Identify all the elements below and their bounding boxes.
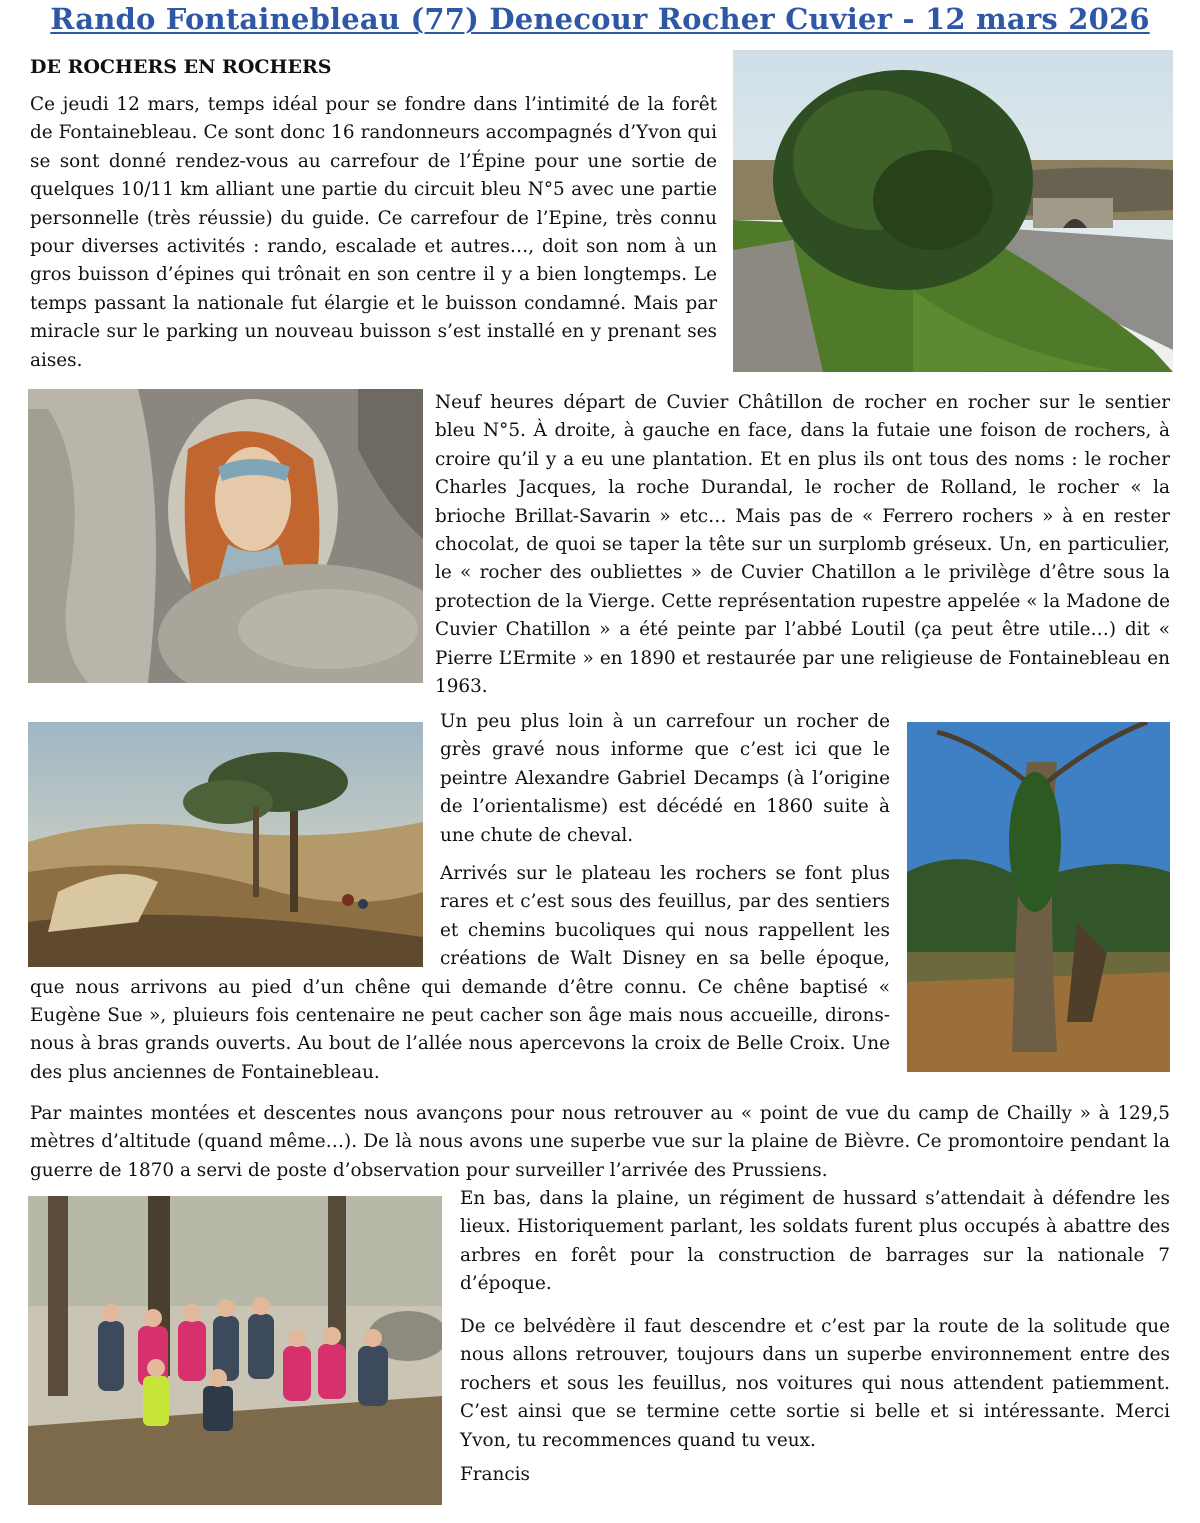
paragraph-madonna: Neuf heures départ de Cuvier Châtillon de rocher en rocher sur le sentier bleu N°5. À droite, à gauche en face, dans la futaie une foison de rochers, à croire qu’il y a eu une plantation. Et en plus ils ont tous des noms : le rocher Charles Jacques, la roche Durandal, le rocher de Rolland, le rocher « la brioche Brillat-Savarin » etc… Mais pas de « Ferrero rochers » à en rester chocolat, de quoi se taper la tête sur un surplomb gréseux. Un, en particulier, le « rocher des oubliettes » de Cuvier Chatillon a le privilège d’être sous la protection de la Vierge. Cette représentation rupestre appelée « la Madone de Cuvier Chatillon » a été peinte par l’abbé Loutil (ça peut être utile…) dit « Pierre L’Ermite » en 1890 et restaurée par une religieuse de Fontainebleau en 1963.: [435, 392, 1170, 698]
paragraph-intro: Ce jeudi 12 mars, temps idéal pour se fondre dans l’intimité de la forêt de Fontainebleau. Ce sont donc 16 randonneurs accompagnés d’Yvon qui se sont donné rendez-vous au carrefour de l’Épine pour une sortie de quelques 10/11 km alliant une partie du circuit bleu N°5 avec une partie personnelle (très réussie) du guide. Ce carrefour de l’Epine, très connu pour diverses activités : rando, escalade et autres…, doit son nom à un gros buisson d’épines qui trônait en son centre il y a bien longtemps. Le temps passant la nationale fut élargie et le buisson condamné. Mais par miracle sur le parking un nouveau buisson s’est installé en y prenant ses aises.: [30, 94, 717, 371]
page-title: Rando Fontainebleau (77) Denecour Rocher Cuvier - 12 mars 2026: [50, 2, 1150, 36]
paragraph-conclusion: De ce belvédère il faut descendre et c’est par la route de la solitude que nous allons retrouver, toujours dans un superbe environnement entre des rochers et sous les feuillus, nos voitures qui nous attendent patiemment. C’est ainsi que se termine cette sortie si belle et si intéressante. Merci Yvon, tu recommences quand tu veux.: [460, 1316, 1170, 1451]
photo-group-hikers: [28, 1196, 442, 1505]
section-heading: DE ROCHERS EN ROCHERS: [30, 56, 332, 78]
photo-bush-parking: [733, 50, 1173, 372]
photo-eugene-sue-oak: [907, 722, 1170, 1072]
paragraph-oak: Arrivés sur le plateau les rochers se font plus rares et c’est sous des feuillus, par des sentiers et chemins bucoliques qui nous rappellent les créations de Walt Disney en sa belle époque, que nous arrivons au pied d’un chêne qui demande d’être connu. Ce chêne baptisé « Eugène Sue », pluieurs fois centenaire ne peut cacher son âge mais nous accueille, dirons-nous à bras grands ouverts. Au bout de l’allée nous apercevons la croix de Belle Croix. Une des plus anciennes de Fontainebleau.: [30, 863, 890, 1083]
author-signature: Francis: [460, 1464, 530, 1485]
float-spacer-left: [30, 708, 440, 970]
paragraph-belvedere: Par maintes montées et descentes nous avançons pour nous retrouver au « point de vue du camp de Chailly » à 129,5 mètres d’altitude (quand même…). De là nous avons une superbe vue sur la plaine de Bièvre. Ce promontoire pendant la guerre de 1870 a servi de poste d’observation pour surveiller l’arrivée des Prussiens.: [30, 1103, 1170, 1181]
text-block-decamps-oak: [30, 708, 890, 1087]
photo-madonna-rock: [28, 389, 423, 683]
paragraph-decamps: Un peu plus loin à un carrefour un rocher de grès gravé nous informe que c’est ici que le peintre Alexandre Gabriel Decamps (à l’origine de l’orientalisme) est décédé en 1860 suite à une chute de cheval.: [440, 711, 890, 846]
paragraph-hussards: En bas, dans la plaine, un régiment de hussard s’attendait à défendre les lieux. Historiquement parlant, les soldats furent plus occupés à abattre des arbres en forêt pour la construction de barrages sur la nationale 7 d’époque.: [460, 1188, 1170, 1295]
